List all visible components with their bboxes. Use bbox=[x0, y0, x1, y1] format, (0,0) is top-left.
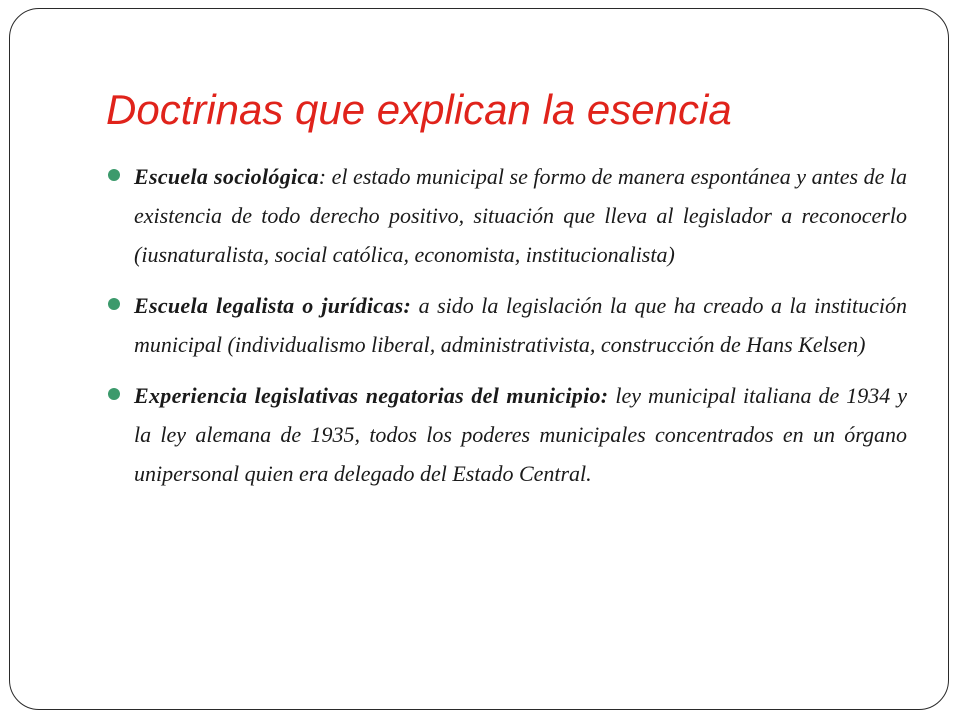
list-item-experiencia-legislativas bbox=[107, 376, 907, 493]
bullet-term: Experiencia legislativas negatorias del municipio: bbox=[134, 383, 609, 408]
list-item-escuela-sociologica bbox=[107, 157, 907, 274]
bullet-dot-icon bbox=[108, 298, 120, 310]
bullet-dot-icon bbox=[108, 388, 120, 400]
bullet-term: Escuela sociológica bbox=[134, 164, 319, 189]
bullet-text: a sido la legislación la que ha creado a la institución municipal (individualismo liberal, administrativista, construcción de Hans Kelsen) bbox=[134, 293, 907, 357]
bullet-text: ley municipal italiana de 1934 y la ley alemana de 1935, todos los poderes municipales concentrados en un órgano unipersonal quien era delegado del Estado Central. bbox=[134, 383, 907, 486]
bullet-text: : el estado municipal se formo de manera espontánea y antes de la existencia de todo derecho positivo, situación que lleva al legislador a reconocerlo (iusnaturalista, social católica, economista, institucionalista) bbox=[134, 164, 907, 267]
bullet-list bbox=[107, 157, 907, 505]
bullet-dot-icon bbox=[108, 169, 120, 181]
slide-title: Doctrinas que explican la esencia bbox=[106, 86, 732, 133]
bullet-term: Escuela legalista o jurídicas: bbox=[134, 293, 412, 318]
list-item-escuela-legalista bbox=[107, 286, 907, 364]
